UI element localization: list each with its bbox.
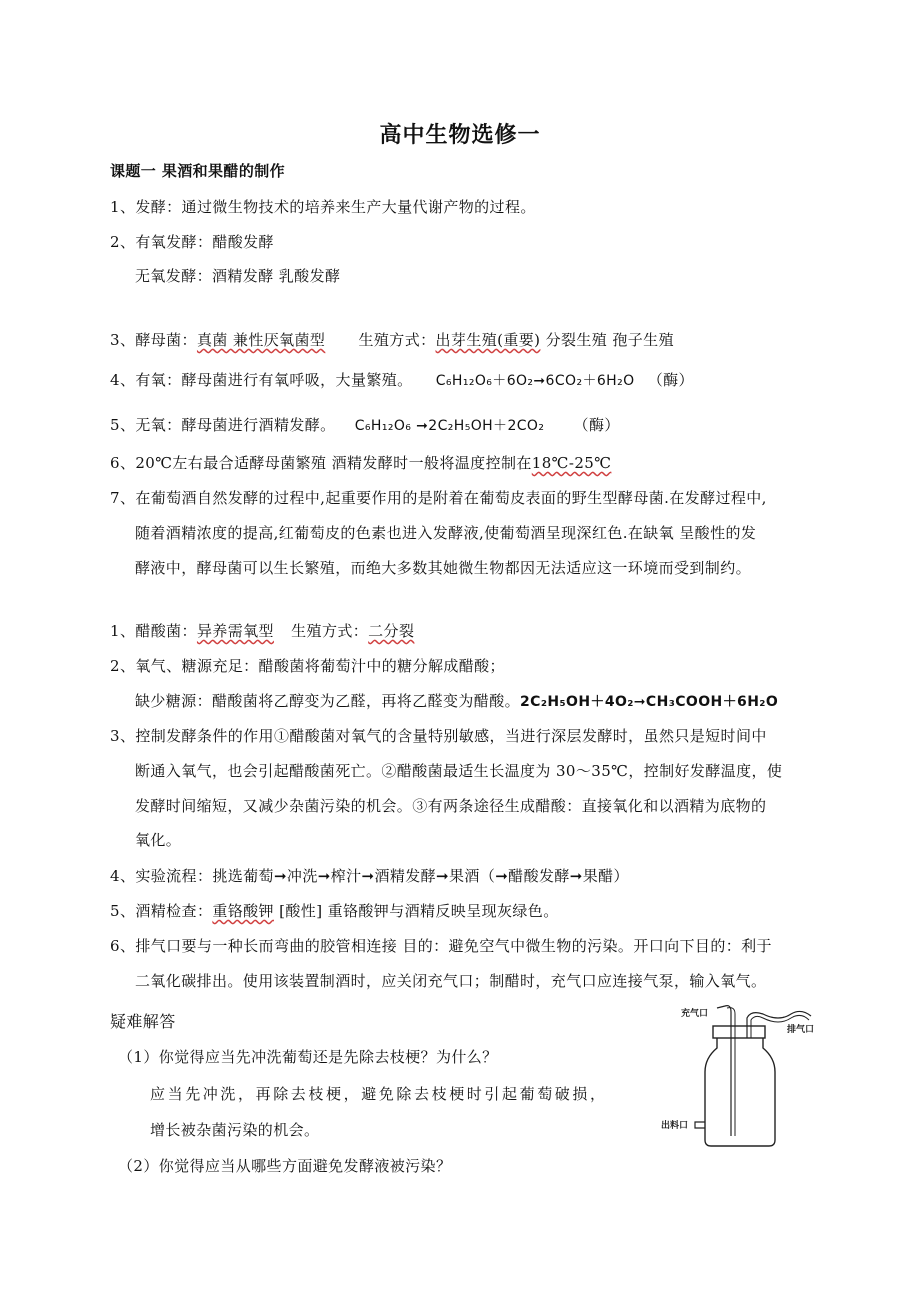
inlet-tube bbox=[717, 1006, 731, 1136]
text-span: 3、酵母菌： bbox=[110, 331, 197, 349]
bottle-cap bbox=[713, 1026, 765, 1038]
enzyme-note: （酶） bbox=[573, 416, 620, 434]
bottle-body bbox=[705, 1038, 775, 1146]
paragraph-line bbox=[110, 415, 620, 436]
enzyme-note: （酶） bbox=[647, 371, 694, 389]
paragraph-line: 2、氧气、糖源充足：醋酸菌将葡萄汁中的糖分解成醋酸； bbox=[110, 657, 505, 675]
paragraph-line: 断通入氧气，也会引起醋酸菌死亡。②醋酸菌最适生长温度为 30～35℃，控制好发酵温度，使 bbox=[135, 762, 783, 780]
exhaust-label: 排气口 bbox=[787, 1025, 815, 1035]
paragraph-line bbox=[110, 330, 674, 350]
paragraph-line: 酵液中，酵母菌可以生长繁殖，而绝大多数其她微生物都因无法适应这一环境而受到制约。 bbox=[135, 559, 752, 577]
text-span: [酸性] 重铬酸钾与酒精反映呈现灰绿色。 bbox=[273, 902, 559, 920]
fermentation-bottle-figure bbox=[655, 1000, 825, 1148]
text-span: 生殖方式： bbox=[358, 331, 436, 349]
chemical-formula: C₆H₁₂O₆＋6O₂➞6CO₂＋6H₂O bbox=[435, 373, 635, 389]
text-span: 6、20℃左右最合适酵母菌繁殖 酒精发酵时一般将温度控制在 bbox=[110, 454, 532, 472]
yeast-reproduction: 出芽生殖(重要) bbox=[435, 331, 541, 349]
acetobacter-reproduction: 二分裂 bbox=[368, 622, 415, 640]
text-span: 5、无氧：酵母菌进行酒精发酵。 bbox=[110, 416, 336, 434]
qa-heading: 疑难解答 bbox=[110, 1012, 176, 1031]
paragraph-line: 2、有氧发酵：醋酸发酵 bbox=[110, 233, 274, 251]
paragraph-line: 氧化。 bbox=[135, 831, 182, 849]
fermentation-bottle-diagram bbox=[655, 1000, 825, 1148]
outlet-label: 出料口 bbox=[661, 1121, 689, 1131]
outlet-spout bbox=[695, 1122, 705, 1128]
answer: 增长被杂菌污染的机会。 bbox=[150, 1121, 320, 1139]
paragraph-line bbox=[110, 453, 611, 473]
text-span: 4、有氧：酵母菌进行有氧呼吸，大量繁殖。 bbox=[110, 371, 413, 389]
text-span: 5、酒精检查： bbox=[110, 902, 213, 920]
paragraph-line bbox=[110, 370, 694, 391]
paragraph-line: 1、发酵：通过微生物技术的培养来生产大量代谢产物的过程。 bbox=[110, 198, 536, 216]
paragraph-line: 7、在葡萄酒自然发酵的过程中,起重要作用的是附着在葡萄皮表面的野生型酵母菌.在发酵过程中, bbox=[110, 489, 767, 507]
reagent-name: 重铬酸钾 bbox=[212, 902, 274, 920]
text-span: 1、醋酸菌： bbox=[110, 622, 197, 640]
text-span: 生殖方式： bbox=[291, 622, 369, 640]
paragraph-line: 发酵时间缩短，又减少杂菌污染的机会。③有两条途径生成醋酸：直接氧化和以酒精为底物的 bbox=[135, 797, 767, 815]
text-span: 缺少糖源：醋酸菌将乙醇变为乙醛，再将乙醛变为醋酸。 bbox=[135, 692, 521, 710]
question: （1）你觉得应当先冲洗葡萄还是先除去枝梗？为什么？ bbox=[118, 1048, 498, 1066]
page-title: 高中生物选修一 bbox=[379, 122, 541, 148]
paragraph-line bbox=[135, 691, 778, 712]
text-span: 分裂生殖 孢子生殖 bbox=[545, 331, 674, 349]
chemical-formula: 2C₂H₅OH＋4O₂➞CH₃COOH＋6H₂O bbox=[520, 694, 779, 710]
inlet-label: 充气口 bbox=[681, 1009, 709, 1019]
chemical-formula: C₆H₁₂O₆ ➞2C₂H₅OH＋2CO₂ bbox=[354, 418, 545, 434]
paragraph-line: 随着酒精浓度的提高,红葡萄皮的色素也进入发酵液,使葡萄酒呈现深红色.在缺氧 呈酸性的发 bbox=[135, 524, 757, 542]
temperature-range: 18℃-25℃ bbox=[531, 454, 612, 472]
paragraph-line: 4、实验流程：挑选葡萄➞冲洗➞榨汁➞酒精发酵➞果酒（➞醋酸发酵➞果醋） bbox=[110, 867, 629, 885]
paragraph-line: 二氧化碳排出。使用该装置制酒时，应关闭充气口；制醋时，充气口应连接气泵，输入氧气。 bbox=[135, 972, 767, 990]
paragraph-line bbox=[110, 621, 414, 641]
section-heading: 课题一 果酒和果醋的制作 bbox=[110, 162, 286, 180]
paragraph-line bbox=[110, 901, 559, 921]
answer: 应当先冲洗，再除去枝梗，避免除去枝梗时引起葡萄破损， bbox=[150, 1085, 608, 1103]
question: （2）你觉得应当从哪些方面避免发酵液被污染？ bbox=[118, 1157, 452, 1175]
paragraph-line: 3、控制发酵条件的作用①醋酸菌对氧气的含量特别敏感，当进行深层发酵时，虽然只是短时间中 bbox=[110, 727, 767, 745]
paragraph-line: 无氧发酵：酒精发酵 乳酸发酵 bbox=[135, 267, 341, 285]
paragraph-line: 6、排气口要与一种长而弯曲的胶管相连接 目的：避免空气中微生物的污染。开口向下目的：利于 bbox=[110, 937, 772, 955]
yeast-type: 真菌 兼性厌氧菌型 bbox=[196, 331, 326, 349]
acetobacter-type: 异养需氧型 bbox=[196, 622, 274, 640]
